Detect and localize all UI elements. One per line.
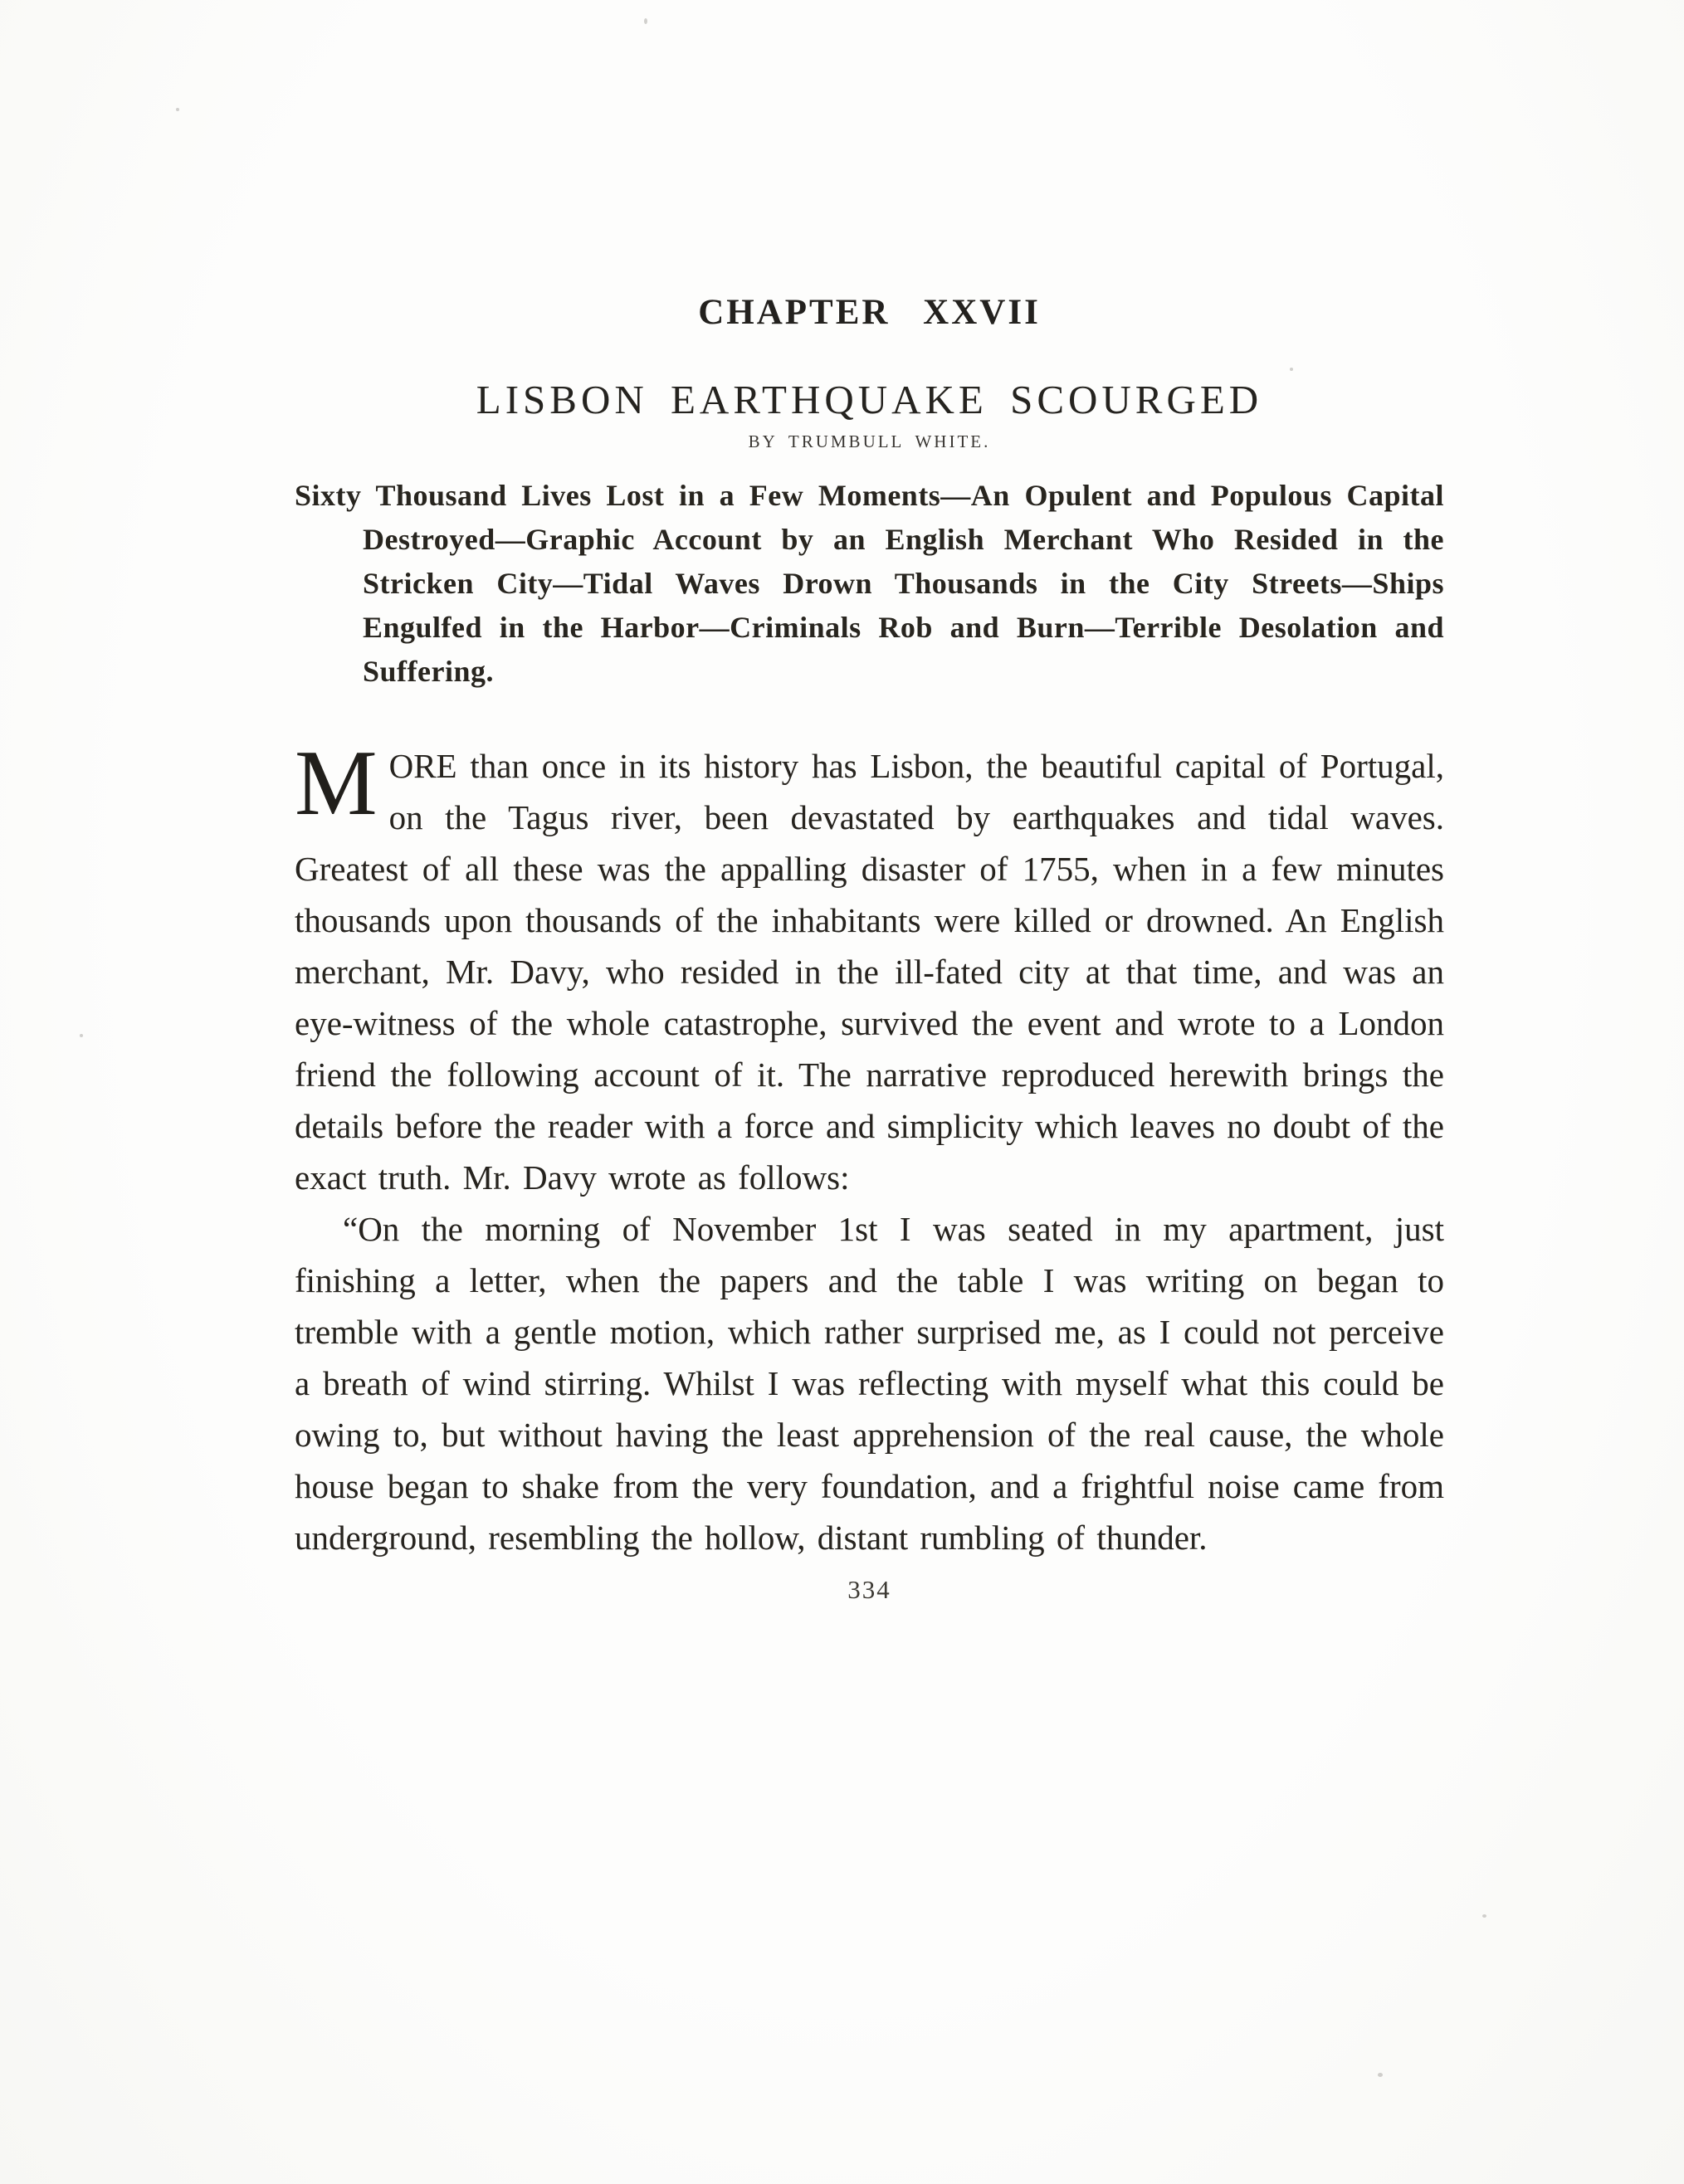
scan-speck [1482, 1914, 1486, 1918]
scan-speck [644, 18, 647, 24]
chapter-heading: CHAPTER XXVII [698, 293, 1041, 332]
page-number: 334 [847, 1575, 891, 1604]
page-title: LISBON EARTHQUAKE SCOURGED [476, 377, 1263, 422]
paragraph: “On the morning of November 1st I was seated in my apartment, just finishing a letter, when the papers and the table I was writing on began to tremble with a gentle motion, which rather surprised me, as I could not perceive a breath of wind stirring. Whilst I was reflecting with myself what this could be owing to, but without having the least apprehension of the real cause, the whole house began to shake from the very foundation, and a frightful noise came from underground, resembling the hollow, distant rumbling of thunder. [295, 1210, 1444, 1557]
page-content [295, 292, 1444, 1605]
scan-speck [80, 1034, 83, 1037]
paragraph [295, 732, 1444, 1203]
scan-speck [176, 108, 179, 111]
chapter-summary: Sixty Thousand Lives Lost in a Few Moments—An Opulent and Populous Capital Destroyed—Graphic Account by an English Merchant Who Resided in the Stricken City—Tidal Waves Drown Thousands in the City Streets—Ships Engulfed in the Harbor—Criminals Rob and Burn—Terrible Desolation and Suffering. [295, 479, 1444, 688]
drop-cap: M [295, 732, 378, 835]
paragraph-text: ORE than once in its history has Lisbon, the beautiful capital of Portugal, on the Tagus river, been devastated by earthquakes and tidal waves. Greatest of all these was the appalling disaster of 1755, when in a few minutes thousands upon thousands of the inhabitants were killed or drowned. An English merchant, Mr. Davy, who resided in the ill-fated city at that time, and was an eye-witness of the whole catastrophe, survived the event and wrote to a London friend the following account of it. The narrative reproduced herewith brings the details before the reader with a force and simplicity which leaves no doubt of the exact truth. Mr. Davy wrote as follows: [295, 747, 1444, 1197]
scan-speck [1378, 2073, 1383, 2077]
byline: BY TRUMBULL WHITE. [748, 431, 991, 451]
